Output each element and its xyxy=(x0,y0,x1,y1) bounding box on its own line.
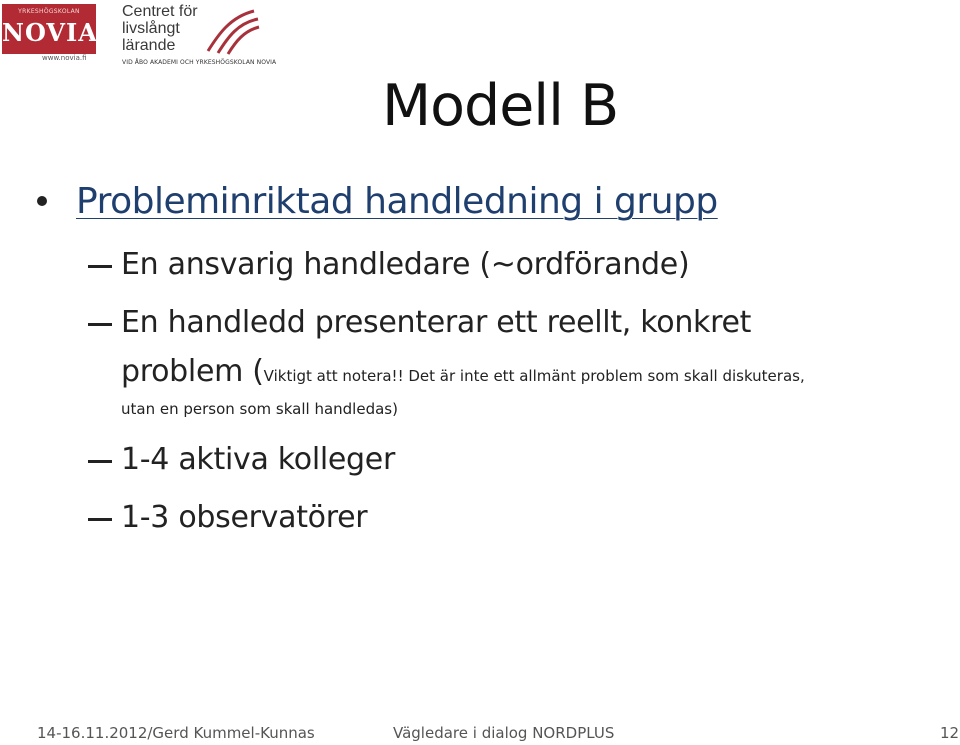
novia-logo-word: NOVIA xyxy=(2,18,98,47)
centre-logo xyxy=(122,3,277,67)
footer-left: 14-16.11.2012/Gerd Kummel-Kunnas xyxy=(37,724,315,742)
centre-logo-line2: livslångt xyxy=(122,20,180,37)
centre-logo-subtitle: VID ÅBO AKADEMI OCH YRKESHÖGSKOLAN NOVIA xyxy=(122,59,277,66)
centre-logo-swoosh-icon xyxy=(204,7,260,55)
list-item: En ansvarig handledare (~ordförande) xyxy=(121,247,690,282)
footer-center: Vägledare i dialog NORDPLUS xyxy=(393,724,615,742)
dash-icon xyxy=(88,323,112,326)
list-item-line2 xyxy=(121,352,805,396)
dash-icon xyxy=(88,460,112,463)
list-item-line1: En handledd presenterar ett reellt, konkret xyxy=(121,305,752,340)
list-item: 1-4 aktiva kolleger xyxy=(121,442,395,477)
list-item-note: Viktigt att notera!! Det är inte ett allmänt problem som skall diskuteras, xyxy=(263,367,805,385)
bullet-dot-icon xyxy=(37,196,47,206)
slide-title: Modell B xyxy=(382,73,619,139)
list-item: 1-3 observatörer xyxy=(121,500,368,535)
slide-heading: Probleminriktad handledning i grupp xyxy=(76,181,718,222)
centre-logo-line1: Centret för xyxy=(122,3,198,20)
list-item-line2-large: problem ( xyxy=(121,354,264,389)
footer-page-number: 12 xyxy=(940,724,960,742)
centre-logo-text xyxy=(122,3,198,54)
novia-logo-top-text: YRKESHÖGSKOLAN xyxy=(18,8,80,15)
centre-logo-line3: lärande xyxy=(122,37,176,54)
dash-icon xyxy=(88,518,112,521)
novia-logo xyxy=(2,4,96,60)
novia-logo-url: www.novia.fi xyxy=(42,54,87,62)
list-item-note-continued: utan en person som skall handledas) xyxy=(121,400,398,418)
dash-icon xyxy=(88,265,112,268)
